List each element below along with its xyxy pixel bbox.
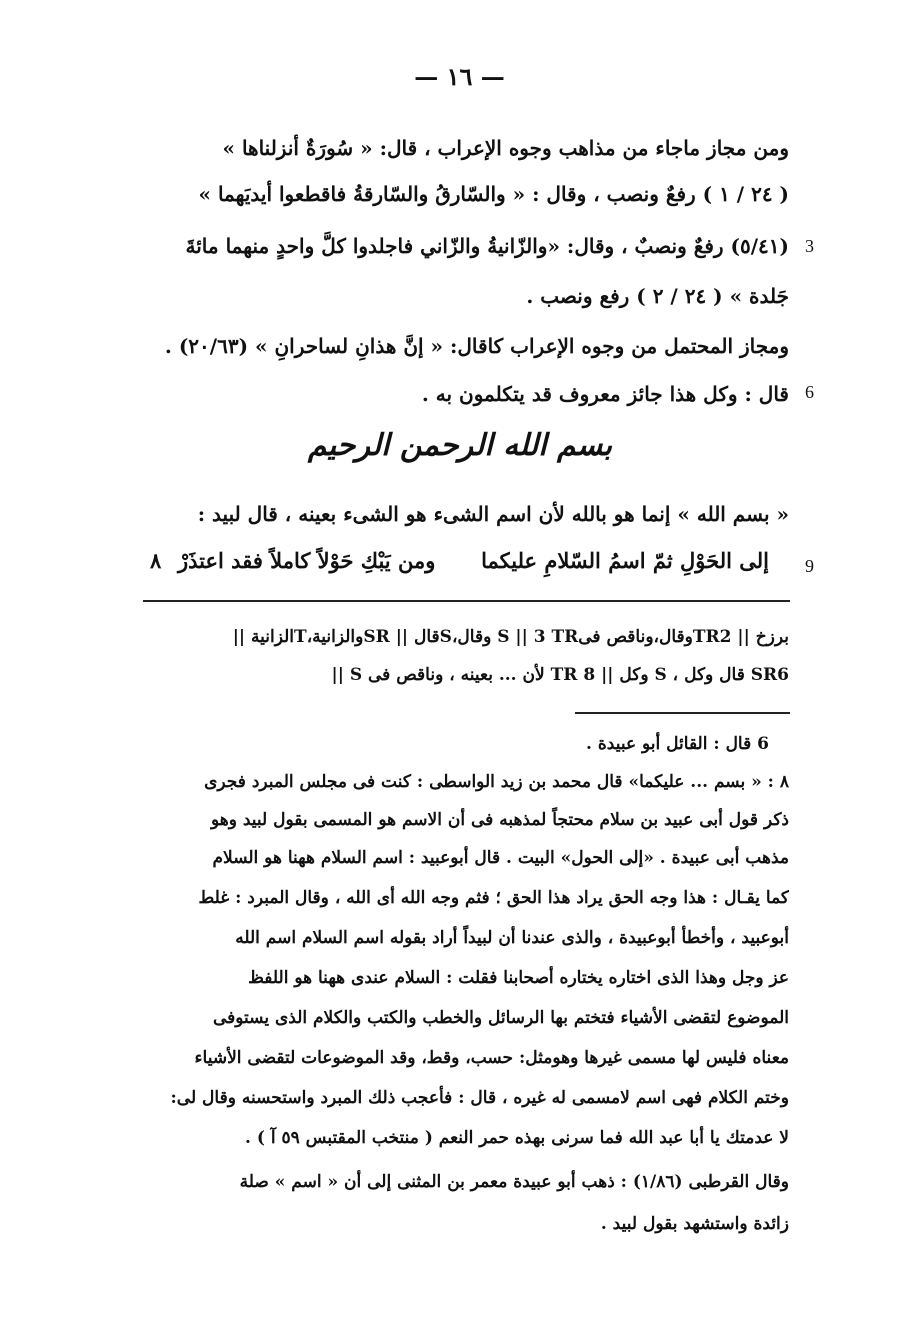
poetry-verse — [150, 548, 769, 588]
footnote-line-10: وختم الكلام فهى اسم لامسمى له غيره ، قال : فأعجب ذلك المبرد واستحسنه وقال لى: — [170, 1088, 789, 1108]
footnote-line-1: 6 قال : القائل أبو عبيدة . — [586, 734, 769, 754]
verse-second-hemistich: ومن يَبْكِ حَوْلاً كاملاً فقد اعتذَرْ — [178, 548, 436, 573]
footnote-line-5: كما يقـال : هذا وجه الحق يراد هذا الحق ؛ فثم وجه الله أى الله ، وقال المبرد : غلط — [198, 888, 789, 908]
margin-line-number: 9 — [805, 556, 814, 576]
basmala-calligraphy: بسم الله الرحمن الرحيم — [307, 428, 613, 463]
margin-line-number: 6 — [805, 382, 814, 402]
footnote-line-4: مذهب أبى عبيدة . «إلى الحول» البيت . قال أبوعبيد : اسم السلام ههنا هو السلام — [212, 848, 789, 868]
apparatus-line-2: SR6 قال وكل ، S وكل || 8 TR لأن ... بعينه ، وناقص فى S || — [331, 665, 789, 685]
footnote-line-8: الموضوع لتقضى الأشياء فتختم بها الرسائل والخطب والكتب والكلام الذى يستوفى — [212, 1008, 789, 1028]
after-basmala-line: « بسم الله » إنما هو بالله لأن اسم الشىء هو الشىء بعينه ، قال لبيد : — [197, 502, 789, 526]
main-text-line-6: قال : وكل هذا جائز معروف قد يتكلمون به . — [421, 382, 789, 406]
main-text-line-1: ومن مجاز ماجاء من مذاهب وجوه الإعراب ، قال: « سُورَةٌ أنزلناها » — [222, 136, 789, 160]
main-text-line-4: جَلدة » ( ٢٤ / ٢ ) رفع ونصب . — [526, 284, 789, 308]
footnote-line-7: عز وجل وهذا الذى اختاره يختاره أصحابنا فقلت : السلام عندى ههنا هو اللفظ — [248, 968, 789, 988]
footnote-line-9: معناه فليس لها مسمى غيرها وهومثل: حسب، وقط، وقد الموضوعات لتقضى الأشياء — [194, 1048, 789, 1068]
main-text-line-2: ( ٢٤ / ١ ) رفعٌ ونصب ، وقال : « والسّارقُ والسّارقةُ فاقطعوا أيديَهما » — [198, 182, 789, 206]
apparatus-line-1: برزخ || TR2وقال،وناقص فىS || 3 TR وقال،Sقال || SRوالزانية،Tالزانية || — [232, 627, 789, 647]
footnote-line-13: زائدة واستشهد بقول لبيد . — [600, 1214, 789, 1234]
page-number: — ١٦ — — [414, 62, 505, 91]
verse-note-reference: ٨ — [150, 548, 162, 573]
margin-line-number: 3 — [805, 236, 814, 256]
footnote-line-3: ذكر قول أبى عبيد بن سلام محتجاً لمذهبه فى أن الاسم هو المسمى بقول لبيد وهو — [210, 810, 789, 830]
footnote-line-6: أبوعبيد ، وأخطأ أبوعبيدة ، والذى عندنا أن لبيداً أراد بقوله اسم السلام اسم الله — [235, 928, 789, 948]
footnote-line-12: وقال القرطبى (١/٨٦) : ذهب أبو عبيدة معمر بن المثنى إلى أن « اسم » صلة — [239, 1172, 789, 1192]
notes-divider — [575, 712, 790, 714]
verse-first-hemistich: إلى الحَوْلِ ثمّ اسمُ السّلامِ عليكما — [481, 548, 769, 573]
apparatus-divider — [143, 600, 790, 602]
footnote-line-11: لا عدمتك يا أبا عبد الله فما سرنى بهذه حمر النعم ( منتخب المقتبس ٥٩ آ ) . — [245, 1128, 789, 1148]
main-text-line-5: ومجاز المحتمل من وجوه الإعراب كاقال: « إنَّ هذانِ لساحرانِ » (٢٠/٦٣) . — [164, 334, 789, 358]
footnote-line-2: ٨ : « بسم ... عليكما» قال محمد بن زيد الواسطى : كنت فى مجلس المبرد فجرى — [204, 772, 789, 792]
main-text-line-3: (٥/٤١) رفعٌ ونصبٌ ، وقال: «والزّانيةُ والزّاني فاجلدوا كلَّ واحدٍ منهما مائةَ — [185, 234, 789, 258]
